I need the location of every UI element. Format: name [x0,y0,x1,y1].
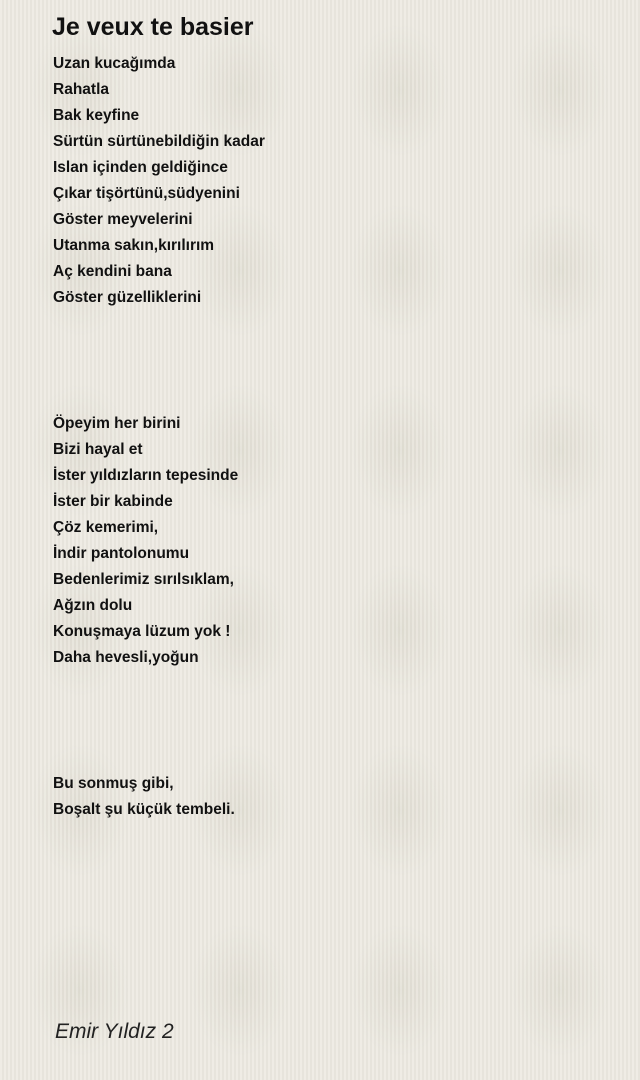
poem-line: Çıkar tişörtünü,südyenini [53,185,240,202]
poem-line: Bedenlerimiz sırılsıklam, [53,571,234,588]
poem-line: Bu sonmuş gibi, [53,775,174,792]
poem-line: Daha hevesli,yoğun [53,649,199,666]
poem-line: Uzan kucağımda [53,55,176,72]
poem-line: Göster meyvelerini [53,211,193,228]
poem-line: Konuşmaya lüzum yok ! [53,623,231,640]
poem-author: Emir Yıldız 2 [55,1020,174,1043]
poem-line: Göster güzelliklerini [53,289,202,306]
stanza-3 [53,771,235,823]
poem-line: Bizi hayal et [53,441,143,458]
poem-line: Çöz kemerimi, [53,519,159,536]
poem-line: Boşalt şu küçük tembeli. [53,801,235,818]
poem-line: İster bir kabinde [53,493,173,510]
poem-line: İster yıldızların tepesinde [53,467,239,484]
poem-line: Bak keyfine [53,107,140,124]
poem-line: Islan içinden geldiğince [53,159,228,176]
poem-title: Je veux te basier [52,13,254,41]
poem-line: Ağzın dolu [53,597,133,614]
poem-line: Rahatla [53,81,109,98]
poem-line: İndir pantolonumu [53,545,190,562]
stanza-1 [53,51,265,311]
stanza-2 [53,411,238,671]
poem-line: Öpeyim her birini [53,415,181,432]
poem-line: Aç kendini bana [53,263,172,280]
poem-line: Utanma sakın,kırılırım [53,237,215,254]
poem-line: Sürtün sürtünebildiğin kadar [53,133,265,150]
